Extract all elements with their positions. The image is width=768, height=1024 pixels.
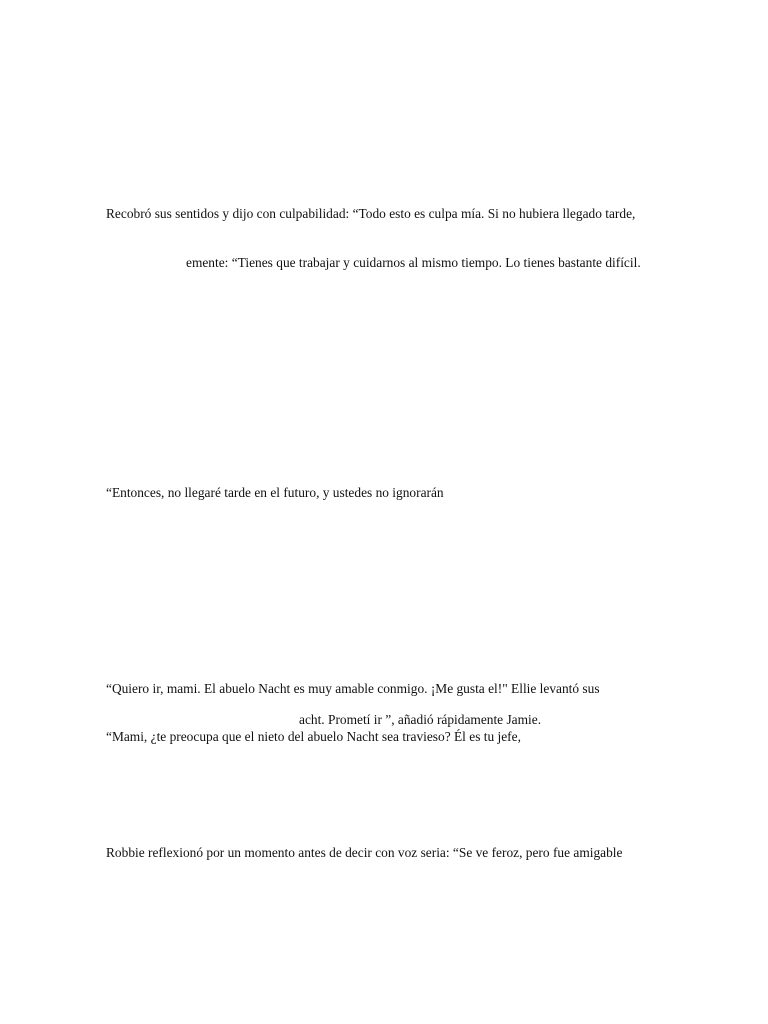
text-line-4: “Quiero ir, mami. El abuelo Nacht es muy amable conmigo. ¡Me gusta el!" Ellie levantó sus: [106, 681, 600, 696]
text-line-2: emente: “Tienes que trabajar y cuidarnos al mismo tiempo. Lo tienes bastante difícil.: [186, 255, 641, 270]
text-line-1: Recobró sus sentidos y dijo con culpabilidad: “Todo esto es culpa mía. Si no hubiera llegado tarde,: [106, 206, 636, 221]
text-line-7: Robbie reflexionó por un momento antes de decir con voz seria: “Se ve feroz, pero fue amigable: [106, 845, 623, 860]
text-line-6: “Mami, ¿te preocupa que el nieto del abuelo Nacht sea travieso? Él es tu jefe,: [106, 729, 521, 744]
text-line-5: acht. Prometí ir ”, añadió rápidamente Jamie.: [299, 712, 542, 727]
text-line-3: “Entonces, no llegaré tarde en el futuro, y ustedes no ignorarán: [106, 485, 444, 500]
